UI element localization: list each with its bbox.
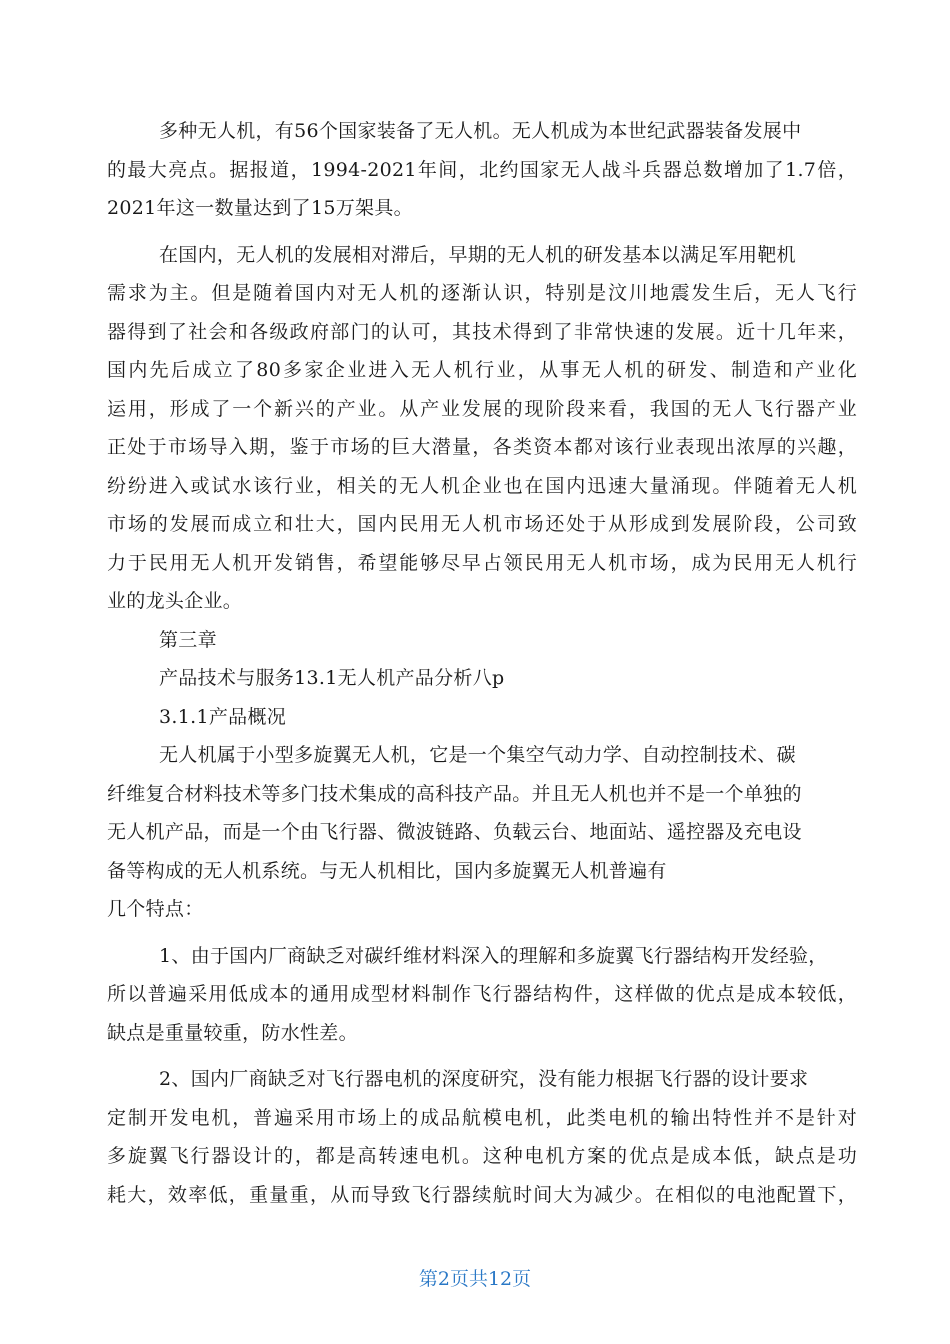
text-line: 2、国内厂商缺乏对飞行器电机的深度研究，没有能力根据飞行器的设计要求: [159, 1068, 809, 1090]
text-line: 多旋翼飞行器设计的，都是高转速电机。这种电机方案的优点是成本低，缺点是功: [107, 1145, 857, 1167]
text-line: 定制开发电机，普遍采用市场上的成品航模电机，此类电机的输出特性并不是针对: [107, 1106, 857, 1129]
text-line: 2021年这一数量达到了15万架具。: [107, 197, 413, 219]
paragraph: [107, 236, 857, 621]
paragraph: [107, 1060, 857, 1214]
paragraph: [107, 736, 857, 929]
text-line: 市场的发展而成立和壮大，国内民用无人机市场还处于从形成到发展阶段，公司致: [107, 513, 857, 535]
text-line: 备等构成的无人机系统。与无人机相比，国内多旋翼无人机普遍有: [107, 859, 667, 882]
text-line: 所以普遍采用低成本的通用成型材料制作飞行器结构件，这样做的优点是成本较低，: [107, 983, 857, 1005]
text-line: 无人机属于小型多旋翼无人机，它是一个集空气动力学、自动控制技术、碳: [159, 744, 796, 766]
text-line: 需求为主。但是随着国内对无人机的逐渐认识，特别是汶川地震发生后，无人飞行: [107, 282, 857, 304]
page-number-footer: 第2页共12页: [418, 1268, 532, 1290]
text-line: 器得到了社会和各级政府部门的认可，其技术得到了非常快速的发展。近十几年来，: [107, 320, 857, 343]
text-line: 业的龙头企业。: [107, 590, 243, 612]
text-line: 国内先后成立了80多家企业进入无人机行业，从事无人机的研发、制造和产业化: [107, 359, 857, 381]
text-line: 运用，形成了一个新兴的产业。从产业发展的现阶段来看，我国的无人飞行器产业: [107, 397, 857, 420]
text-line: 3.1.1产品概况: [159, 705, 287, 728]
text-line: 无人机产品，而是一个由飞行器、微波链路、负载云台、地面站、遥控器及充电设: [107, 821, 802, 843]
text-line: 1、由于国内厂商缺乏对碳纤维材料深入的理解和多旋翼飞行器结构开发经验，: [159, 944, 828, 967]
text-line: 缺点是重量较重，防水性差。: [107, 1021, 358, 1044]
section-heading: [107, 659, 857, 698]
text-line: 第三章: [159, 628, 217, 651]
text-line: 纤维复合材料技术等多门技术集成的高科技产品。并且无人机也并不是一个单独的: [107, 782, 802, 805]
document-body: [107, 112, 857, 1214]
text-line: 在国内，无人机的发展相对滞后，早期的无人机的研发基本以满足军用靶机: [159, 243, 796, 266]
text-line: 耗大，效率低，重量重，从而导致飞行器续航时间大为减少。在相似的电池配置下，: [107, 1183, 857, 1206]
paragraph: [107, 112, 857, 228]
text-line: 力于民用无人机开发销售，希望能够尽早占领民用无人机市场，成为民用无人机行: [107, 551, 857, 574]
paragraph: [107, 937, 857, 1053]
text-line: 几个特点：: [107, 898, 204, 920]
text-line: 产品技术与服务13.1无人机产品分析八p: [159, 667, 505, 689]
chapter-heading: [107, 621, 857, 660]
text-line: 的最大亮点。据报道，1994-2021年间，北约国家无人战斗兵器总数增加了1.7倍，: [107, 158, 857, 181]
text-line: 正处于市场导入期，鉴于市场的巨大潜量，各类资本都对该行业表现出浓厚的兴趣，: [107, 436, 857, 458]
text-line: 多种无人机，有56个国家装备了无人机。无人机成为本世纪武器装备发展中: [159, 120, 802, 142]
subsection-heading: [107, 698, 857, 737]
text-line: 纷纷进入或试水该行业，相关的无人机企业也在国内迅速大量涌现。伴随着无人机: [107, 474, 857, 497]
